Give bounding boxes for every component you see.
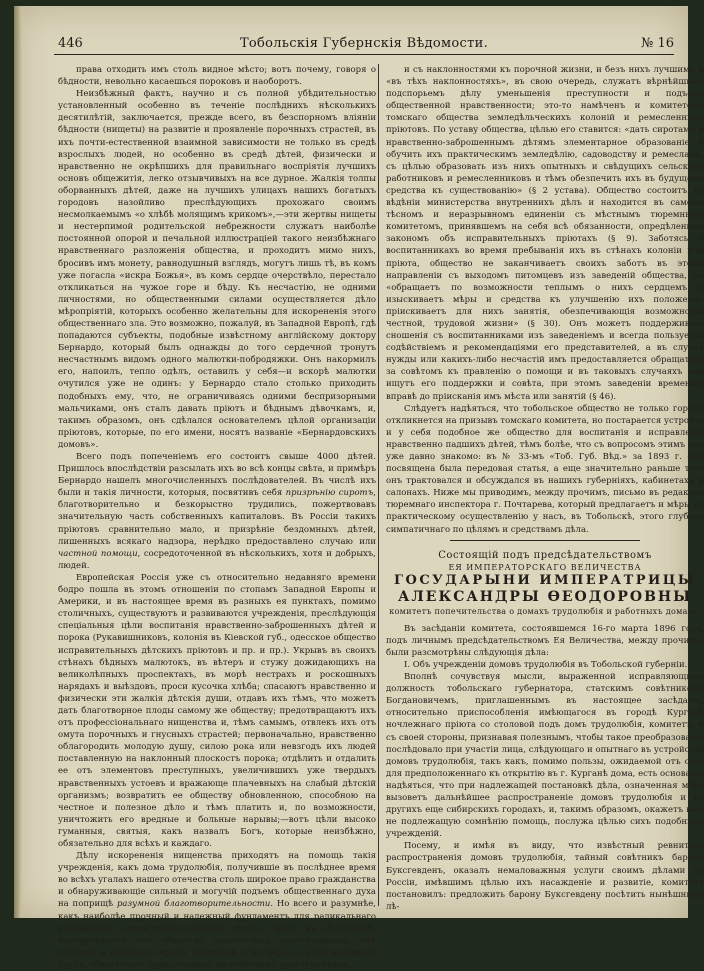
paragraph: Дѣлу искорененія нищенства приходятъ на помощь такія учрежденія, какъ дома трудолюбія, получившіе въ послѣднее время во всѣхъ угалахъ нашего отечества столь широкое право гражданства и обнаруживающіе сильный и могучій подъемъ общественнаго духа на поприщѣ разумной благотворительности. Но всего и разумнѣе, какъ наиболѣе прочный и надежный фундаментъ для радикальнаго исправленія «нравственно-падшихъ дѣтей», трудъ въ обстановкѣ, изолированной отъ общества закоснѣлыхъ преступниковъ, отъ душнаго и вреднаго смрада тюремной атмосферы,—такой разумный трудъ, обязательно предлагаемый малолѣтнимъ преступникамъ. [58,851,376,970]
page-header [54,34,674,55]
heading-line: комитетъ попечительства о домахъ трудолюбія и работныхъ домахъ. [389,606,701,616]
page-number: 446 [58,36,83,51]
left-column [58,64,376,970]
heading-line: Состоящій подъ предсѣдательствомъ [438,549,652,561]
paragraph: права отходить имъ столь видное мѣсто; вотъ почему, говоря о бѣдности, невольно касаешься пороковъ и наоборотъ. [58,65,376,88]
paragraph: Европейская Россія уже съ относительно недавняго времени бодро пошла въ этомъ отношеніи по стопамъ Западной Европы и Америки, и въ настоящее время въ разныхъ ея пунктахъ, помимо столичныхъ, существуютъ и развиваются учрежденія, преслѣдующія спеціальныя цѣли воспитанія нравственно-заброшенныхъ дѣтей и порока (Рукавишниковъ, колонія въ Кіевской губ., одесское общество исправительныхъ дѣтскихъ пріютовъ и пр. и пр.). Укрывъ въ своихъ стѣнахъ бѣдныхъ малютокъ, въ вѣтеръ и стужу дожидающихъ на великолѣпныхъ проспектахъ, въ морѣ нестрахъ и роскошныхъ нарядахъ и выѣздовъ, проси кусочка хлѣба; спасаютъ нравственно и физически эти жалкія дѣтскія души, отдавъ ихъ тѣмъ, что можетъ дать благотворное плоды самому же обществу; предотвращаютъ ихъ отъ профессіональнаго нищенства и, тѣмъ самымъ, отвлекъ ихъ отъ омута порочныхъ и гнусныхъ страстей; первоначально, нравственно облагородить молодую душу, силою рока или невзгодъ ихъ людей поставленную на наклонный плоскостъ порока; отдѣлить и отдалить ее отъ элементовъ преступныхъ, увеличившихъ уже твердыхъ нравственныхъ устоевъ и вражающе плачевныхъ на слабый дѣтскій организмъ; возвратить ее обществу обновленною, способною на честное и полезное дѣло и тѣмъ платить и, по возможности, уничтожить его вредные и больные нарывы;—вотъ цѣли высоко гуманныя, святыя, какъ назвалъ Богъ, которые неизбѣжно, обязательно для всѣхъ и каждаго. [58,572,376,849]
newspaper-page [14,6,704,970]
newspaper-title: Тобольскія Губернскія Вѣдомости. [239,36,489,51]
paragraph: Въ засѣданіи комитета, состоявшемся 16-го марта 1896 года, подъ личнымъ предсѣдательствомъ Ея Величества, между прочимъ, были разсмотрѣны слѣдующія дѣла: [386,623,704,658]
page-spine [14,6,22,918]
paragraph: Неизбѣжный фактъ, научно и съ полной убѣдительностью установленный особенно въ теченіе послѣднихъ нѣсколькихъ десятилѣтій, заключается, прежде всего, въ безспорномъ вліяніи бѣдности (нищеты) на развитіе и проявленіе порочныхъ страстей, въ ихъ почти-естественной взаимной зависимости не только въ средѣ взрослыхъ людей, но особенно въ средѣ дѣтей, физически и нравственно не окрѣпшихъ для правильнаго воспріятія лучшихъ основъ общежитія, легко отзывчивыхъ на все дурное. Жалкія толпы оборванныхъ дѣтей, даже на лучшихъ улицахъ нашихъ богатыхъ городовъ назойливо преслѣдующихъ прохожаго своимъ несмолкаемымъ «о хлѣбѣ молящимъ крикомъ»,—эти жертвы нищеты и нестерпимой родительской небрежности служатъ наиболѣе постоянной опорой и печальной иллюстраціей такого неизбѣжнаго нравственнаго разложенія общества, и проходитъ мимо нихъ, бросивъ имъ монету, равнодушный взглядъ, могутъ лишь тѣ, въ комъ уже погасла «искра Божья», въ комъ сердце очерствѣло, перестало откликаться на чужое горе и бѣду. Къ несчастію, не одними личностями, но общественными силами осуществляется дѣло мѣропріятій, которыхъ особенно желательны для искорененія этого общественнаго зла. Это возможно, пожалуй, въ Западной Европѣ, гдѣ попадаются субъекты, подобные извѣстному англійскому доктору Бернардо, который былъ однажды до того сердечной тронутъ несчастнымъ видомъ одного малютки-побродяжки. Онъ накормилъ его, напоилъ, тепло одѣлъ, оставилъ у себя—и вскорѣ малютки очутился уже не одинъ: у Бернардо стало столько приходить подобныхъ ему, что, не ограничиваясь одними беспризорными мальчиками, онъ сталъ давать пріютъ и бѣднымъ дѣвочкамъ, и, такимъ образомъ, онъ сдѣлался основателемъ цѣлой организаціи пріютовъ, которые, по его имени, носятъ названіе «Бернардовскихъ домовъ». [58,89,376,450]
heading-line: ГОСУДАРЫНИ ИМПЕРАТРИЦЫ [394,572,696,588]
paragraph: Посему, и имѣя въ виду, что извѣстный ревнитель распространенія домовъ трудолюбія, тайный совѣтникъ баронъ Буксгевденъ, оказалъ немаловажныя услуги своимъ дѣлами по Россіи, имѣвшимъ цѣлью ихъ насажденіе и развитіе, комитетъ постановилъ: предложить барону Буксгевдену посѣтить нынѣшнимъ лѣ- [386,841,704,912]
paragraph: I. Объ учрежденіи домовъ трудолюбія въ Тобольской губерніи. [404,659,688,670]
paragraph: и съ наклонностями къ порочной жизни, и безъ нихъ лучшимъ и «въ тѣхъ наклонностяхъ», въ свою очередь, служатъ вѣрнѣйшимъ подспорьемъ дѣлу уменьшенія преступности и подъема общественной нравственности; это-то намѣченъ и комитетомъ томскаго общества земледѣльческихъ колоній и ремесленныхъ пріютовъ. По уставу общества, цѣлью его ставится: «дать сиротамъ и нравственно-заброшеннымъ дѣтямъ элементарное образованіе и обучить ихъ практическимъ земледѣлію, садоводству и ремесламъ, съ цѣлью образовать изъ нихъ опытныхъ и свѣдущихъ сельскихъ работниковъ и ремесленниковъ и тѣмъ обезпечить ихъ въ будущемъ средства къ существованію» (§ 2 устава). Общество состоитъ въ вѣдѣніи министерства внутреннихъ дѣлъ и находится въ самомъ тѣсномъ и неразрывномъ единеніи съ мѣстнымъ тюремнымъ комитетомъ, принявшемъ на себя всѣ обязанности, опредѣленные закономъ объ исправительныхъ пріютахъ (§ 9). Заботясь о воспитанникахъ во время пребыванія ихъ въ стѣнахъ колоніи или пріюта, общество не заканчиваетъ своихъ заботъ въ этомъ направленіи съ выходомъ питомцевъ изъ заведеній общества, но «обращаетъ по возможности теплымъ о нихъ сердцемъ и изыскиваетъ мѣры и средства къ улучшенію ихъ положенія, пріискиваетъ для нихъ занятія, обезпечивающія возможность честной, трудовой жизни» (§ 30). Онъ можетъ поддерживать сношенія съ воспитанниками изъ заведеніемъ и всегда пользуется содѣйствіемъ и рекомендаціями его представителей, а въ случаѣ нужды или какихъ-либо несчастій имъ предоставляется обращаться за совѣтомъ къ правленію о помощи и въ таковыхъ случаяхъ они ищутъ его поддержки и совѣта, при этомъ заведеніи временно, вправѣ до пріисканія имъ мѣста или занятій (§ 46). [386,65,704,402]
paragraph: Слѣдуетъ надѣяться, что тобольское общество не только горячо откликнется на призывъ томскаго комитета, но постарается устроить и у себя подобное же общество для воспитанія и исправленія нравственно падшихъ дѣтей, тѣмъ болѣе, что съ вопросомъ этимъ оно уже давно знакомо: въ № 33-мъ «Тоб. Губ. Вѣд.» за 1893 г. ему посвящена была передовая статья, а еще значительно раньше того онъ трактовался и обсуждался въ нашихъ губерніяхъ, кабинетахъ и салонахъ. Ниже мы приводимъ, между прочимъ, письмо въ редакцію тюремнаго инспектора г. Почтарева, который предлагаетъ и мѣры въ практическому осуществленію у насъ, въ Тобольскѣ, этого глубоко симпатичнаго по цѣлямъ и средствамъ дѣла. [386,403,704,535]
paragraph: Всего подъ попеченіемъ его состоитъ свыше 4000 дѣтей. Пришлось впослѣдствіи разсылать ихъ во всѣ концы свѣта, и примѣръ Бернардо нашелъ многочисленныхъ послѣдователей. Въ числѣ ихъ были и такія личности, которыя, посвятивъ себя призрѣнію сиротъ, благотворительно и безкорыстно трудились, пожертвовавъ значительную часть собственныхъ капиталовъ. Въ Россіи такихъ пріютовъ сравнительно мало, и призрѣніе бездомныхъ дѣтей, лишенныхъ всякаго надзора, нерѣдко предоставлено случаю или частной помощи, сосредоточенной въ нѣсколькихъ, хотя и добрыхъ, людей. [58,452,376,571]
section-divider [450,540,641,541]
column-divider [378,64,379,906]
right-column [386,64,704,912]
section-heading [386,549,704,617]
heading-line: ЕЯ ИМПЕРАТОРСКАГО ВЕЛИЧЕСТВА [448,562,642,572]
paragraph: Вполнѣ сочувствуя мысли, выраженной исправляющимъ должность тобольскаго губернатора, статскимъ совѣтникомъ Богдановичемъ, приглашеннымъ въ настоящее засѣданіе, относительно приспособленія имѣющагося въ городѣ Курганѣ ночлежнаго пріюта со столовой подъ домъ трудолюбія, комитетъ, и съ своей стороны, признавая полезнымъ, чтобы такое преобразованіе послѣдовало при участіи лица, слѣдующаго и опытнаго въ устройствѣ домовъ трудолюбія, такъ какъ, помимо пользы, ожидаемой отъ сего для предположеннаго къ открытію въ г. Курганѣ дома, есть основаніе надѣяться, что при надлежащей постановкѣ дѣла, означенная мѣра вызоветъ дальнѣйшее распространеніе домовъ трудолюбія и въ другихъ еще сибирскихъ городахъ, и, такимъ образомъ, окажетъ имъ не подлежащую сомнѣнію помощь, послужа цѣлью сихъ подобныхъ учрежденій. [386,672,704,840]
issue-number: № 16 [641,36,674,51]
heading-line: АЛЕКСАНДРЫ ӨЕОДОРОВНЫ [398,588,692,605]
